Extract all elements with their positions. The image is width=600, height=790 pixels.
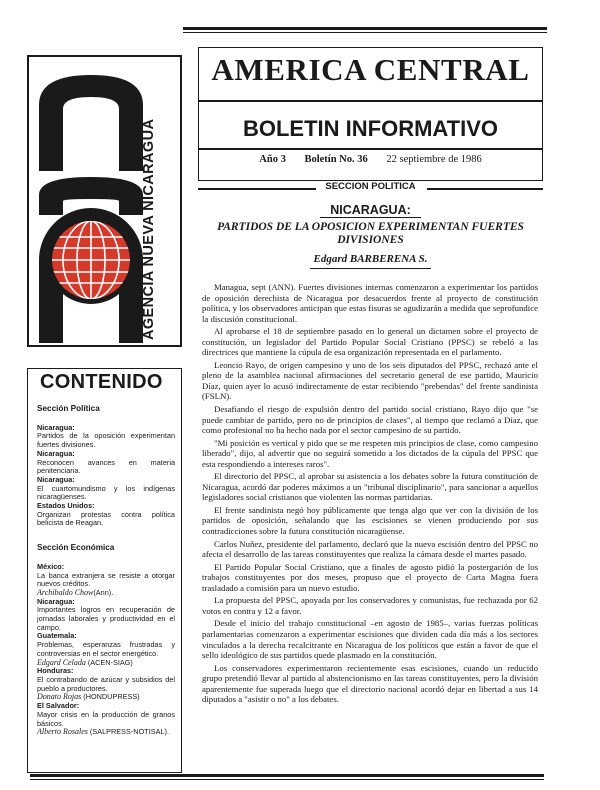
bottom-rule-thin bbox=[30, 779, 544, 780]
contents-item: El cuartomundismo y los indígenas nicaragüenses. bbox=[37, 483, 175, 502]
contents-title: CONTENIDO bbox=[40, 371, 163, 393]
author-agency: (Ann). bbox=[93, 587, 114, 597]
bottom-rule bbox=[30, 774, 544, 777]
contents-item: Organizan protestas contra política belicista de Reagan. bbox=[37, 509, 175, 528]
article-country: NICARAGUA: bbox=[330, 203, 411, 217]
contents-section-heading: Sección Política bbox=[37, 404, 100, 413]
author-underline bbox=[310, 268, 431, 269]
contents-item: Importantes logros en recuperación de jornadas laborales y productividad en el campo. bbox=[37, 605, 175, 632]
contents-country: Nicaragua: bbox=[37, 422, 75, 432]
masthead-divider bbox=[199, 100, 542, 102]
author-agency: (SALPRESS-NOTISAL). bbox=[89, 727, 169, 737]
masthead bbox=[198, 47, 543, 181]
publication-title: AMERICA CENTRAL bbox=[211, 52, 530, 87]
contents-country: Honduras: bbox=[37, 666, 74, 676]
article-paragraph: Desafiando el riesgo de expulsión dentro del partido social cristiano, Rayo dijo que "se puede cambiar de partido, pero no de principios de clases", al tiempo que reclamó a Díaz, que como profesional no ha hecho nada por el sector campesino de su partido. bbox=[202, 404, 538, 436]
contents-section-heading: Sección Económica bbox=[37, 543, 115, 553]
section-label-text: SECCION POLITICA bbox=[325, 181, 416, 192]
article-paragraph: El frente sandinista negó hoy públicamente que tenga algo que ver con la división de los partidos de oposición, señalando que las escisiones se vienen produciendo por sus contradicciones sobre la futura constitución nicaragüense. bbox=[202, 504, 538, 537]
top-rule bbox=[183, 27, 547, 30]
contents-country: México: bbox=[37, 561, 65, 571]
article-paragraph: La propuesta del PPSC, apoyada por los conservadores y comunistas, fue rechazada por 62 votos en contra y 12 a favor. bbox=[202, 595, 538, 616]
issue-date: 22 septiembre de 1986 bbox=[386, 154, 482, 165]
contents-item: Problemas, esperanzas frustradas y controversias en el sector energético. bbox=[37, 640, 175, 658]
contents-country: Nicaragua: bbox=[37, 448, 75, 458]
issue-year: Año 3 bbox=[259, 154, 286, 165]
contents-item: Reconocen avances en materia penitenciaria. bbox=[37, 457, 175, 476]
contents-country: Nicaragua: bbox=[37, 596, 75, 606]
article-body bbox=[202, 282, 538, 707]
article-author: Edgard BARBERENA S. bbox=[313, 253, 428, 265]
contents-country: Nicaragua: bbox=[37, 474, 75, 484]
ann-logo-mark bbox=[33, 65, 149, 343]
author-name: Alberto Rosales bbox=[37, 727, 88, 737]
author-name: Archibaldo Chow bbox=[37, 587, 94, 597]
article-paragraph: Leoncio Rayo, de origen campesino y uno de los seis diputados del PPSC, rechazó ante el pleno de la asamblea nacional afirmaciones del secretario general de ese partido, Mauricio Díaz, quien ayer lo acusó indirectamente de estar recibiendo "prebendas" del frente sandinista (FSLN). bbox=[202, 359, 538, 402]
article-title: PARTIDOS DE LA OPOSICION EXPERIMENTAN FUERTES DIVISIONES bbox=[217, 221, 524, 246]
contents-country: Guatemala: bbox=[37, 631, 77, 641]
article-paragraph: Managua, sept (ANN). Fuertes divisiones internas comenzaron a experimentar los partidos de oposición derechista de Nicaragua por desacuerdos frente al proyecto de constitución política, y los observadores anticipan que estas fisuras se agudizarán a medida que seprofundice la discusión constitucional. bbox=[202, 282, 538, 324]
agency-logo bbox=[27, 55, 182, 347]
contents-country: Estados Unidos: bbox=[37, 501, 95, 511]
article-paragraph: El Partido Popular Social Cristiano, que a finales de agosto pidió la postergación de los trabajos constituyentes por dos meses, propuso que el proyecto de Carta Magna fuera trasladado a comisión para un nuevo estudio. bbox=[202, 561, 538, 593]
issue-number: Boletín No. 36 bbox=[304, 154, 368, 165]
issue-info bbox=[199, 154, 542, 165]
contents-author bbox=[37, 728, 175, 737]
author-agency: (HONDUPRESS) bbox=[83, 692, 140, 702]
contents-list bbox=[37, 405, 175, 737]
article-paragraph: "Mi posición es vertical y pido que se me respeten mis principios de clase, como campesino liberado", dijo, al advertir que no seguirá sometido a los dictados de la cúpula del PPSC que esta respondiendo a intereses raros". bbox=[202, 437, 538, 469]
masthead-divider bbox=[199, 148, 542, 150]
article-paragraph: Al aprobarse el 18 de septiembre pasado en lo general un dictamen sobre el proyecto de constitución, un legislador del Partido Popular Social Cristiano (PPSC) se rebeló a las directrices que mantiene la cúpula de esa organización representada en el parlamento. bbox=[202, 326, 538, 358]
author-agency: (ACEN-SIAG) bbox=[87, 657, 133, 667]
section-header bbox=[198, 180, 543, 196]
contents-country: El Salvador: bbox=[37, 701, 80, 711]
top-rule-thin bbox=[183, 32, 547, 33]
country-underline bbox=[320, 217, 421, 218]
author-name: Donato Rojas bbox=[37, 692, 82, 702]
section-label bbox=[198, 181, 543, 192]
contents-item: El contrabando de azúcar y subsidios del pueblo a productores. bbox=[37, 674, 175, 693]
logo-arch-top bbox=[39, 75, 143, 171]
contents-item: Mayor crisis en la producción de granos básicos. bbox=[37, 709, 175, 728]
agency-name: AGENCIA NUEVA NICARAGUA bbox=[141, 118, 157, 340]
article-paragraph: Carlos Nuñez, presidente del parlamento, declaró que la nueva escisión dentro del PPSC no afecta el desarrollo de las tareas constituyentes que realiza la cámara desde el martes pasado. bbox=[202, 538, 538, 560]
article-paragraph: El directorio del PPSC, al aprobar su asistencia a los debates sobre la futura constitución de Nicaragua, acordó dar poderes máximos a un "tribunal disciplinario", para sancionar a aquellos legisladores social cristianos que violenten las normas partidarias. bbox=[202, 471, 538, 503]
contents-box bbox=[27, 368, 182, 773]
article-paragraph: Desde el inicio del trabajo constitucional –en agosto de 1985–, varias fuerzas políticas parlamentarias comenzaron a experimentar escisiones que dividen cada día más a los sectores vinculados a la derecha recalcitrante en Nicaragua de los políticos que están a favor de que el sello ideológico de sus partidos quede plasmado en la constitución. bbox=[202, 618, 538, 661]
article-paragraph: Los conservadores experimentaron recientemente esas escisiones, cuando un reducido grupo pretendió llevar al partido al abstencionismo en las tareas constituyentes, pero la división aparentemente fue superada luego que el directorio nacional acordó dejar en libertad a sus 14 diputados a "asistir o no" a los debates. bbox=[202, 662, 538, 705]
author-name: Edgard Celada bbox=[37, 657, 86, 667]
contents-item: Partidos de la oposición experimentan fuertes divisiones. bbox=[37, 431, 175, 450]
publication-subtitle: BOLETIN INFORMATIVO bbox=[242, 116, 499, 141]
contents-item: La banca extranjera se resiste a otorgar nuevos créditos. bbox=[37, 570, 175, 589]
